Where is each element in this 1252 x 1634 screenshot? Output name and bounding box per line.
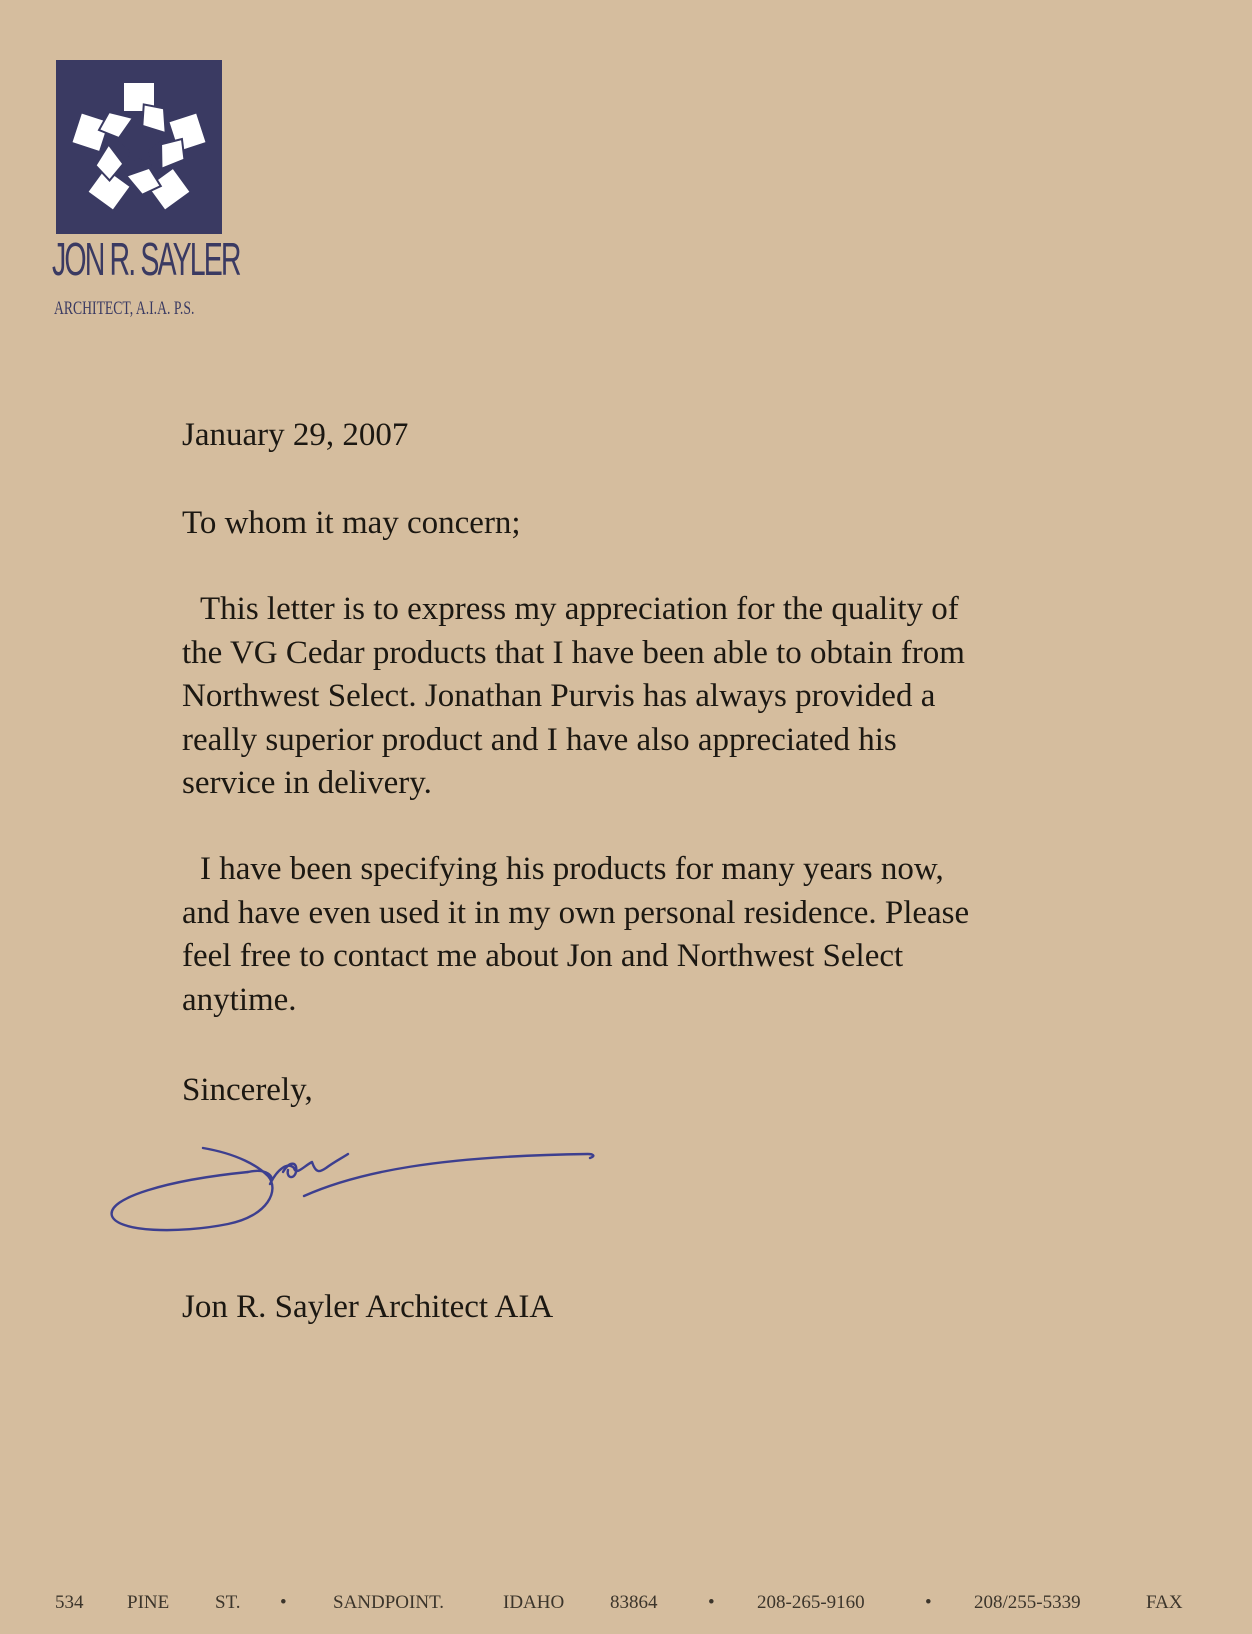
footer-city: SANDPOINT. (333, 1592, 445, 1613)
paragraph-line: really superior product and I have also appreciated his (182, 721, 897, 758)
brand-name: JON R. SAYLER (52, 233, 240, 285)
closing: Sincerely, (182, 1072, 313, 1108)
letter-date: January 29, 2007 (182, 417, 409, 453)
footer-fax-label: FAX (1146, 1592, 1183, 1613)
paragraph-line: Northwest Select. Jonathan Purvis has always provided a (182, 678, 936, 714)
footer-state: IDAHO (503, 1592, 565, 1613)
footer-bullet: • (708, 1592, 715, 1613)
paragraph-line: the VG Cedar products that I have been able to obtain from (182, 634, 965, 671)
footer-zip: 83864 (610, 1592, 658, 1613)
salutation: To whom it may concern; (182, 505, 521, 541)
star-flower-logo-icon (56, 60, 222, 234)
paragraph-2 (182, 848, 969, 1022)
footer-street: PINE (127, 1592, 170, 1613)
paragraph-line: I have been specifying his products for many years now, (200, 851, 944, 887)
handwritten-signature (108, 1132, 628, 1267)
footer-bullet: • (280, 1592, 287, 1613)
paragraph-line: and have even used it in my own personal residence. Please (182, 894, 970, 931)
signer-name: Jon R. Sayler Architect AIA (182, 1289, 554, 1325)
footer-bullet: • (925, 1592, 932, 1613)
footer-number: 534 (55, 1592, 84, 1613)
paragraph-line: service in delivery. (182, 765, 432, 801)
brand-subtitle: ARCHITECT, A.I.A. P.S. (54, 298, 195, 319)
footer-street-suffix: ST. (215, 1592, 241, 1613)
paragraph-line: feel free to contact me about Jon and Northwest Select (182, 938, 904, 974)
paragraph-1 (182, 588, 965, 806)
paragraph-line: anytime. (182, 981, 297, 1018)
footer-fax-number: 208/255-5339 (974, 1592, 1081, 1613)
footer-phone: 208-265-9160 (757, 1592, 865, 1613)
paragraph-line: This letter is to express my appreciation for the quality of (200, 591, 959, 627)
